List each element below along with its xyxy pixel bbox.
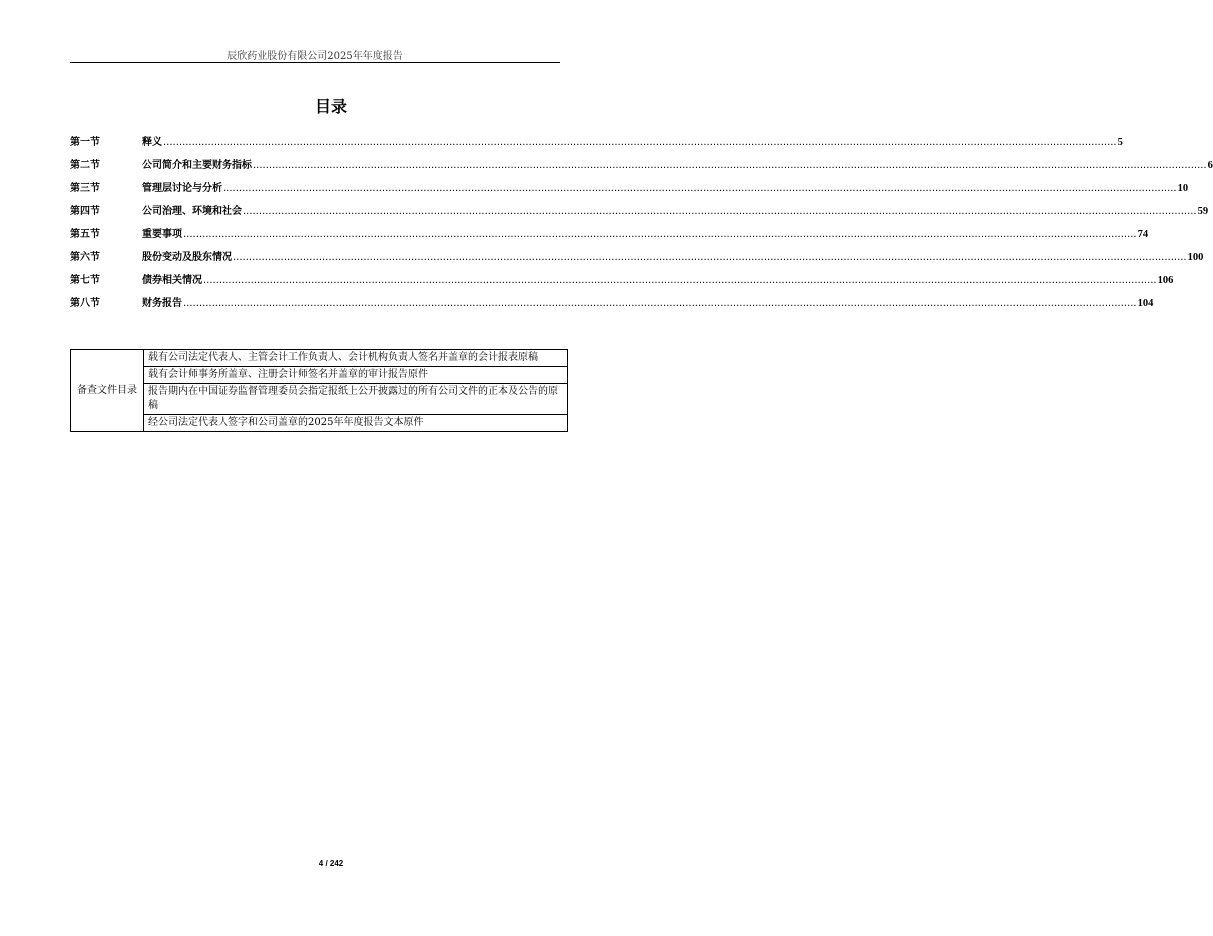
toc-section-number: 第七节 [70,275,100,286]
toc-section-number: 第四节 [70,206,100,217]
reference-document-item: 载有公司法定代表人、主管会计工作负责人、会计机构负责人签名并盖章的会计报表原稿 [144,350,568,367]
page-number-footer: 4 / 242 [318,859,344,868]
running-header: 辰欣药业股份有限公司2025年年度报告 [227,51,403,62]
toc-section-number: 第一节 [70,137,100,148]
toc-entry-4[interactable] [70,202,1209,225]
reference-document-item: 载有会计师事务所盖章、注册会计师签名并盖章的审计报告原件 [144,367,568,384]
toc-section-number: 第五节 [70,229,100,240]
table-row [71,367,568,384]
toc-page-number[interactable]: 106 [1157,275,1174,286]
toc-section-title[interactable]: 股份变动及股东情况 [142,252,232,263]
toc-page-number[interactable]: 6 [1207,160,1213,171]
toc-leader-dots: ............................................................................................................................................................................................................................................................................................................ [233,252,1187,263]
toc-section-title[interactable]: 管理层讨论与分析 [142,183,222,194]
toc-leader-dots: ............................................................................................................................................................................................................................................................................................................ [183,229,1137,240]
toc-leader-dots: ............................................................................................................................................................................................................................................................................................................ [243,206,1197,217]
toc-entry-2[interactable] [70,156,1213,179]
toc-leader-dots: ............................................................................................................................................................................................................................................................................................................ [203,275,1157,286]
reference-document-item: 报告期内在中国证券监督管理委员会指定报纸上公开披露过的所有公司文件的正本及公告的原稿 [144,384,568,415]
toc-entry-3[interactable] [70,179,1189,202]
table-row [71,350,568,367]
header-rule [70,62,560,63]
toc-section-number: 第三节 [70,183,100,194]
toc-page-number[interactable]: 5 [1117,137,1123,148]
reference-document-item: 经公司法定代表人签字和公司盖章的2025年年度报告文本原件 [144,415,568,432]
toc-title: 目录 [314,97,347,116]
reference-documents-label: 备查文件目录 [71,350,144,432]
toc-leader-dots: ............................................................................................................................................................................................................................................................................................................ [223,183,1177,194]
table-of-contents [70,133,1213,317]
toc-leader-dots: ............................................................................................................................................................................................................................................................................................................ [163,137,1117,148]
toc-section-title[interactable]: 财务报告 [142,298,182,309]
toc-section-title[interactable]: 公司简介和主要财务指标 [142,160,252,171]
table-row [71,384,568,415]
toc-leader-dots: ............................................................................................................................................................................................................................................................................................................ [183,298,1137,309]
toc-section-title[interactable]: 公司治理、环境和社会 [142,206,242,217]
toc-page-number[interactable]: 59 [1197,206,1209,217]
toc-section-number: 第二节 [70,160,100,171]
toc-page-number[interactable]: 100 [1187,252,1204,263]
toc-section-number: 第六节 [70,252,100,263]
toc-entry-6[interactable] [70,248,1204,271]
reference-documents-table [70,349,568,432]
toc-entry-5[interactable] [70,225,1149,248]
toc-page-number[interactable]: 74 [1137,229,1149,240]
toc-page-number[interactable]: 104 [1137,298,1154,309]
toc-entry-1[interactable] [70,133,1123,156]
toc-section-title[interactable]: 重要事项 [142,229,182,240]
table-row [71,415,568,432]
toc-section-number: 第八节 [70,298,100,309]
toc-entry-8[interactable] [70,294,1154,317]
toc-page-number[interactable]: 10 [1177,183,1189,194]
toc-leader-dots: ............................................................................................................................................................................................................................................................................................................ [253,160,1207,171]
toc-section-title[interactable]: 释义 [142,137,162,148]
toc-section-title[interactable]: 债券相关情况 [142,275,202,286]
toc-entry-7[interactable] [70,271,1174,294]
